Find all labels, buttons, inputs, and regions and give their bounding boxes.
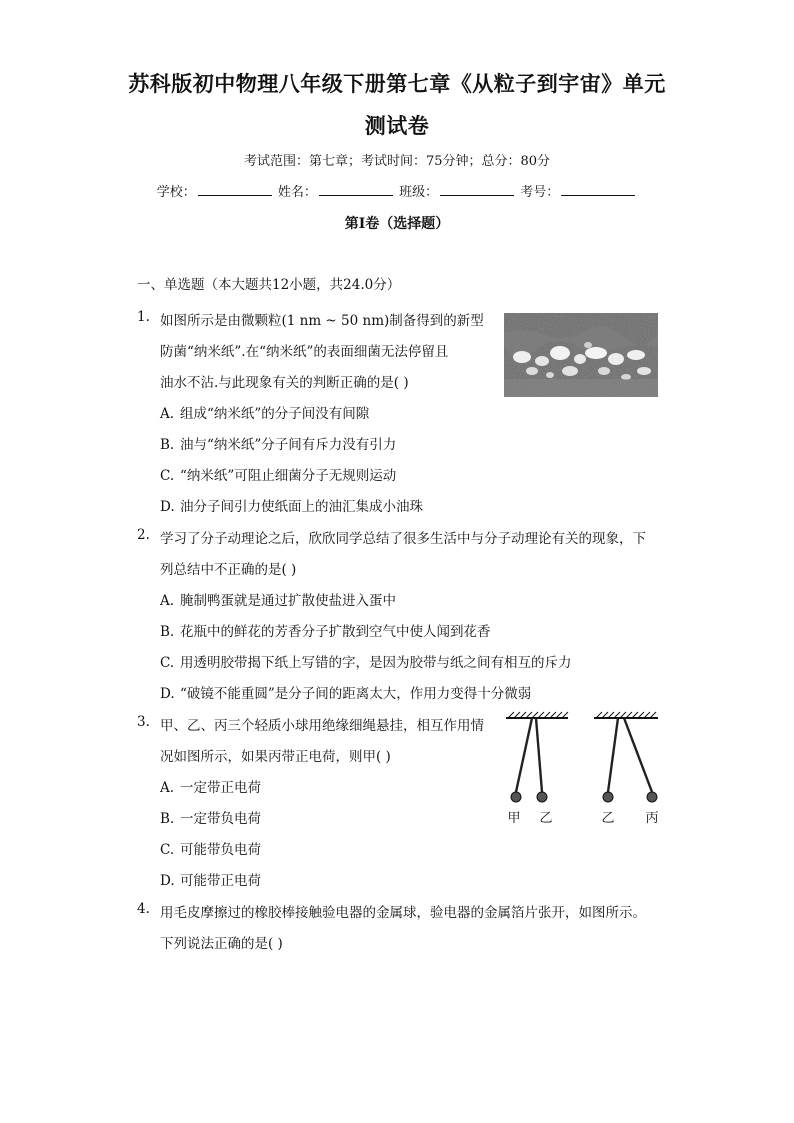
option-text: “纳米纸”可阻止细菌分子无规则运动 <box>180 468 397 484</box>
field-exam-number-label: 考号： <box>520 185 560 200</box>
question-3-number: 3. <box>137 714 150 730</box>
question-3-option-a[interactable] <box>160 776 261 796</box>
option-letter: D. <box>160 686 175 702</box>
question-1-line-2: 防菌“纳米纸”.在“纳米纸”的表面细菌无法停留且 <box>160 344 449 360</box>
field-class-label: 班级： <box>399 185 439 200</box>
option-text: 花瓶中的鲜花的芳香分子扩散到空气中使人闻到花香 <box>180 624 491 640</box>
question-1-option-c[interactable] <box>160 464 396 484</box>
question-3-option-d[interactable] <box>160 869 261 889</box>
option-letter: A. <box>160 780 175 796</box>
student-info-fields <box>0 181 794 200</box>
question-4-line-1: 用毛皮摩擦过的橡胶棒接触验电器的金属球，验电器的金属箔片张开，如图所示。 <box>160 905 646 921</box>
question-3-line-2: 况如图所示，如果丙带正电荷，则甲( ) <box>160 749 391 765</box>
nano-paper-photo <box>504 313 658 397</box>
label-yi-1: 乙 <box>539 811 553 826</box>
volume-title: 第I卷（选择题） <box>344 216 450 232</box>
question-2-option-b[interactable] <box>160 620 491 640</box>
option-letter: B. <box>160 811 175 827</box>
question-3-option-c[interactable] <box>160 838 261 858</box>
label-yi-2: 乙 <box>601 811 615 826</box>
option-letter: A. <box>160 593 175 609</box>
field-school-label: 学校： <box>156 185 196 200</box>
question-2-option-d[interactable] <box>160 682 531 702</box>
field-school-blank[interactable] <box>198 183 272 196</box>
option-text: 一定带负电荷 <box>180 811 261 827</box>
option-text: 组成“纳米纸”的分子间没有间隙 <box>180 406 370 422</box>
field-exam-number-blank[interactable] <box>561 183 635 196</box>
option-text: “破镜不能重圆”是分子间的距离太大，作用力变得十分微弱 <box>180 686 532 702</box>
option-letter: D. <box>160 873 175 889</box>
option-text: 油与“纳米纸”分子间有斥力没有引力 <box>180 437 397 453</box>
section-title-text: 一、单选题（本大题共12小题，共24.0分） <box>137 277 401 293</box>
option-text: 油分子间引力使纸面上的油汇集成小油珠 <box>180 499 423 515</box>
field-name-label: 姓名： <box>277 185 317 200</box>
question-2-option-a[interactable] <box>160 589 396 609</box>
option-letter: C. <box>160 842 175 858</box>
question-1-option-b[interactable] <box>160 433 396 453</box>
option-text: 可能带正电荷 <box>180 873 261 889</box>
question-2-number: 2. <box>137 527 150 543</box>
label-bing: 丙 <box>645 811 659 826</box>
option-text: 腌制鸭蛋就是通过扩散使盐进入蛋中 <box>180 593 396 609</box>
option-letter: C. <box>160 655 175 671</box>
question-1-option-a[interactable] <box>160 402 369 422</box>
question-2-line-2: 列总结中不正确的是( ) <box>160 562 297 578</box>
option-text: 一定带正电荷 <box>180 780 261 796</box>
title-line-2: 测试卷 <box>364 113 430 138</box>
option-text: 可能带负电荷 <box>180 842 261 858</box>
question-2-option-c[interactable] <box>160 651 572 671</box>
question-4-number: 4. <box>137 901 150 917</box>
question-1-line-3: 油水不沾.与此现象有关的判断正确的是( ) <box>160 375 409 391</box>
field-class-blank[interactable] <box>440 183 514 196</box>
section-title <box>137 273 400 293</box>
question-3-line-1: 甲、乙、丙三个轻质小球用绝缘细绳悬挂，相互作用情 <box>160 718 484 734</box>
question-1-option-d[interactable] <box>160 495 423 515</box>
option-letter: C. <box>160 468 175 484</box>
question-4-line-2: 下列说法正确的是( ) <box>160 936 283 952</box>
exam-info: 考试范围：第七章；考试时间：75分钟；总分：80分 <box>243 154 551 169</box>
question-3-option-b[interactable] <box>160 807 261 827</box>
option-letter: B. <box>160 624 175 640</box>
option-letter: B. <box>160 437 175 453</box>
option-letter: D. <box>160 499 175 515</box>
label-jia-1: 甲 <box>507 811 521 826</box>
question-1-line-1: 如图所示是由微颗粒(1 nm ~ 50 nm)制备得到的新型 <box>160 313 484 329</box>
option-letter: A. <box>160 406 175 422</box>
question-1-number: 1. <box>137 309 150 325</box>
field-name-blank[interactable] <box>319 183 393 196</box>
title-line-1: 苏科版初中物理八年级下册第七章《从粒子到宇宙》单元 <box>128 71 666 96</box>
question-2-line-1: 学习了分子动理论之后，欣欣同学总结了很多生活中与分子动理论有关的现象，下 <box>160 531 646 547</box>
charged-balls-figure <box>500 710 666 828</box>
option-text: 用透明胶带揭下纸上写错的字，是因为胶带与纸之间有相互的斥力 <box>180 655 572 671</box>
